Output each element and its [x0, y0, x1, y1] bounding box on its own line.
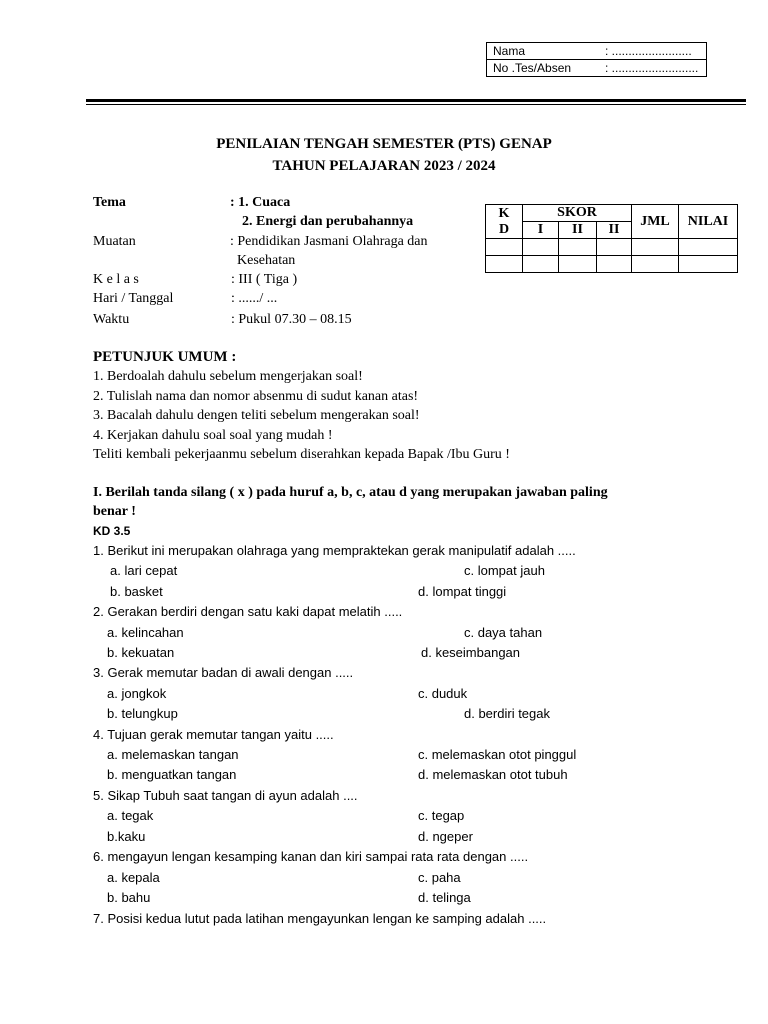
muatan-value-1: : Pendidikan Jasmani Olahraga dan	[230, 234, 428, 249]
option-2b[interactable]: b. kekuatan	[107, 645, 175, 660]
option-1d[interactable]: d. lompat tinggi	[418, 584, 507, 599]
score-cell[interactable]	[632, 239, 679, 256]
option-1c[interactable]: c. lompat jauh	[464, 563, 545, 578]
nilai-header: NILAI	[679, 205, 738, 239]
score-cell[interactable]	[597, 239, 632, 256]
score-cell[interactable]	[523, 239, 559, 256]
kd-label: KD 3.5	[93, 524, 131, 538]
option-6d[interactable]: d. telinga	[418, 890, 471, 905]
score-cell[interactable]	[679, 239, 738, 256]
hari-label: Hari / Tanggal	[93, 291, 174, 306]
option-5a[interactable]: a. tegak	[107, 808, 154, 823]
tema-label: Tema	[93, 195, 126, 210]
absen-label: No .Tes/Absen	[487, 60, 600, 77]
waktu-label: Waktu	[93, 312, 130, 327]
score-cell[interactable]	[559, 239, 597, 256]
question-1: 1. Berikut ini merupakan olahraga yang mempraktekan gerak manipulatif adalah .....	[93, 543, 576, 558]
jml-header: JML	[632, 205, 679, 239]
kelas-label: K e l a s	[93, 272, 139, 287]
option-4d[interactable]: d. melemaskan otot tubuh	[418, 767, 568, 782]
option-4b[interactable]: b. menguatkan tangan	[107, 767, 237, 782]
option-5c[interactable]: c. tegap	[418, 808, 465, 823]
skor-header: SKOR	[523, 205, 632, 222]
option-5b[interactable]: b.kaku	[107, 829, 146, 844]
option-3c[interactable]: c. duduk	[418, 686, 468, 701]
option-2c[interactable]: c. daya tahan	[464, 625, 543, 640]
exam-title: PENILAIAN TENGAH SEMESTER (PTS) GENAP	[216, 136, 552, 152]
score-entry-row	[486, 239, 738, 256]
score-cell[interactable]	[632, 256, 679, 273]
option-4c[interactable]: c. melemaskan otot pinggul	[418, 747, 577, 762]
score-entry-row	[486, 256, 738, 273]
section-heading-line2: benar !	[93, 504, 136, 519]
option-4a[interactable]: a. melemaskan tangan	[107, 747, 239, 762]
option-3b[interactable]: b. telungkup	[107, 706, 178, 721]
tema-value-1: : 1. Cuaca	[230, 195, 291, 210]
petunjuk-item: 3. Bacalah dahulu dengen teliti sebelum mengerakan soal!	[93, 408, 420, 423]
score-cell[interactable]	[559, 256, 597, 273]
option-5d[interactable]: d. ngeper	[418, 829, 473, 844]
option-6a[interactable]: a. kepala	[107, 870, 160, 885]
kd-header	[486, 205, 523, 239]
option-6c[interactable]: c. paha	[418, 870, 461, 885]
muatan-label: Muatan	[93, 234, 136, 249]
score-cell[interactable]	[597, 256, 632, 273]
question-4: 4. Tujuan gerak memutar tangan yaitu .....	[93, 727, 334, 742]
score-table	[485, 204, 738, 273]
option-6b[interactable]: b. bahu	[107, 890, 151, 905]
score-cell[interactable]	[486, 239, 523, 256]
question-2: 2. Gerakan berdiri dengan satu kaki dapat melatih .....	[93, 604, 403, 619]
score-cell[interactable]	[486, 256, 523, 273]
waktu-value: : Pukul 07.30 – 08.15	[231, 312, 352, 327]
exam-year: TAHUN PELAJARAN 2023 / 2024	[272, 158, 496, 174]
name-row	[487, 43, 707, 60]
muatan-value-2: Kesehatan	[237, 253, 296, 268]
option-2d[interactable]: d. keseimbangan	[421, 645, 521, 660]
question-5: 5. Sikap Tubuh saat tangan di ayun adalah ....	[93, 788, 358, 803]
petunjuk-item: 4. Kerjakan dahulu soal soal yang mudah !	[93, 428, 333, 443]
option-3d[interactable]: d. berdiri tegak	[464, 706, 550, 721]
student-id-box	[486, 42, 707, 77]
kelas-value: : III ( Tiga )	[231, 272, 298, 287]
question-7: 7. Posisi kedua lutut pada latihan mengayunkan lengan ke samping adalah .....	[93, 911, 547, 926]
header-rule-thick	[86, 99, 746, 102]
option-1b[interactable]: b. basket	[110, 584, 163, 599]
header-rule-thin	[86, 104, 746, 105]
name-label: Nama	[487, 43, 600, 60]
petunjuk-item: Teliti kembali pekerjaanmu sebelum diserahkan kepada Bapak /Ibu Guru !	[93, 447, 510, 462]
option-3a[interactable]: a. jongkok	[107, 686, 167, 701]
hari-value[interactable]: : ....../ ...	[231, 291, 278, 306]
petunjuk-heading: PETUNJUK UMUM :	[93, 349, 237, 365]
absen-row	[487, 60, 707, 77]
question-3: 3. Gerak memutar badan di awali dengan .....	[93, 665, 354, 680]
skor-sub-3: II	[597, 222, 632, 239]
absen-field[interactable]: : ..........................	[599, 60, 707, 77]
option-2a[interactable]: a. kelincahan	[107, 625, 184, 640]
petunjuk-item: 2. Tulislah nama dan nomor absenmu di sudut kanan atas!	[93, 389, 419, 404]
score-cell[interactable]	[523, 256, 559, 273]
petunjuk-item: 1. Berdoalah dahulu sebelum mengerjakan soal!	[93, 369, 363, 384]
question-6: 6. mengayun lengan kesamping kanan dan kiri sampai rata rata dengan .....	[93, 849, 529, 864]
kd-header-line1: K	[498, 205, 510, 221]
kd-header-line2: D	[498, 221, 510, 237]
name-field[interactable]: : ........................	[599, 43, 707, 60]
skor-sub-2: II	[559, 222, 597, 239]
option-1a[interactable]: a. lari cepat	[110, 563, 178, 578]
score-cell[interactable]	[679, 256, 738, 273]
section-heading-line1: I. Berilah tanda silang ( x ) pada huruf a, b, c, atau d yang merupakan jawaban paling	[93, 485, 608, 500]
tema-value-2: 2. Energi dan perubahannya	[242, 214, 414, 229]
skor-sub-1: I	[523, 222, 559, 239]
